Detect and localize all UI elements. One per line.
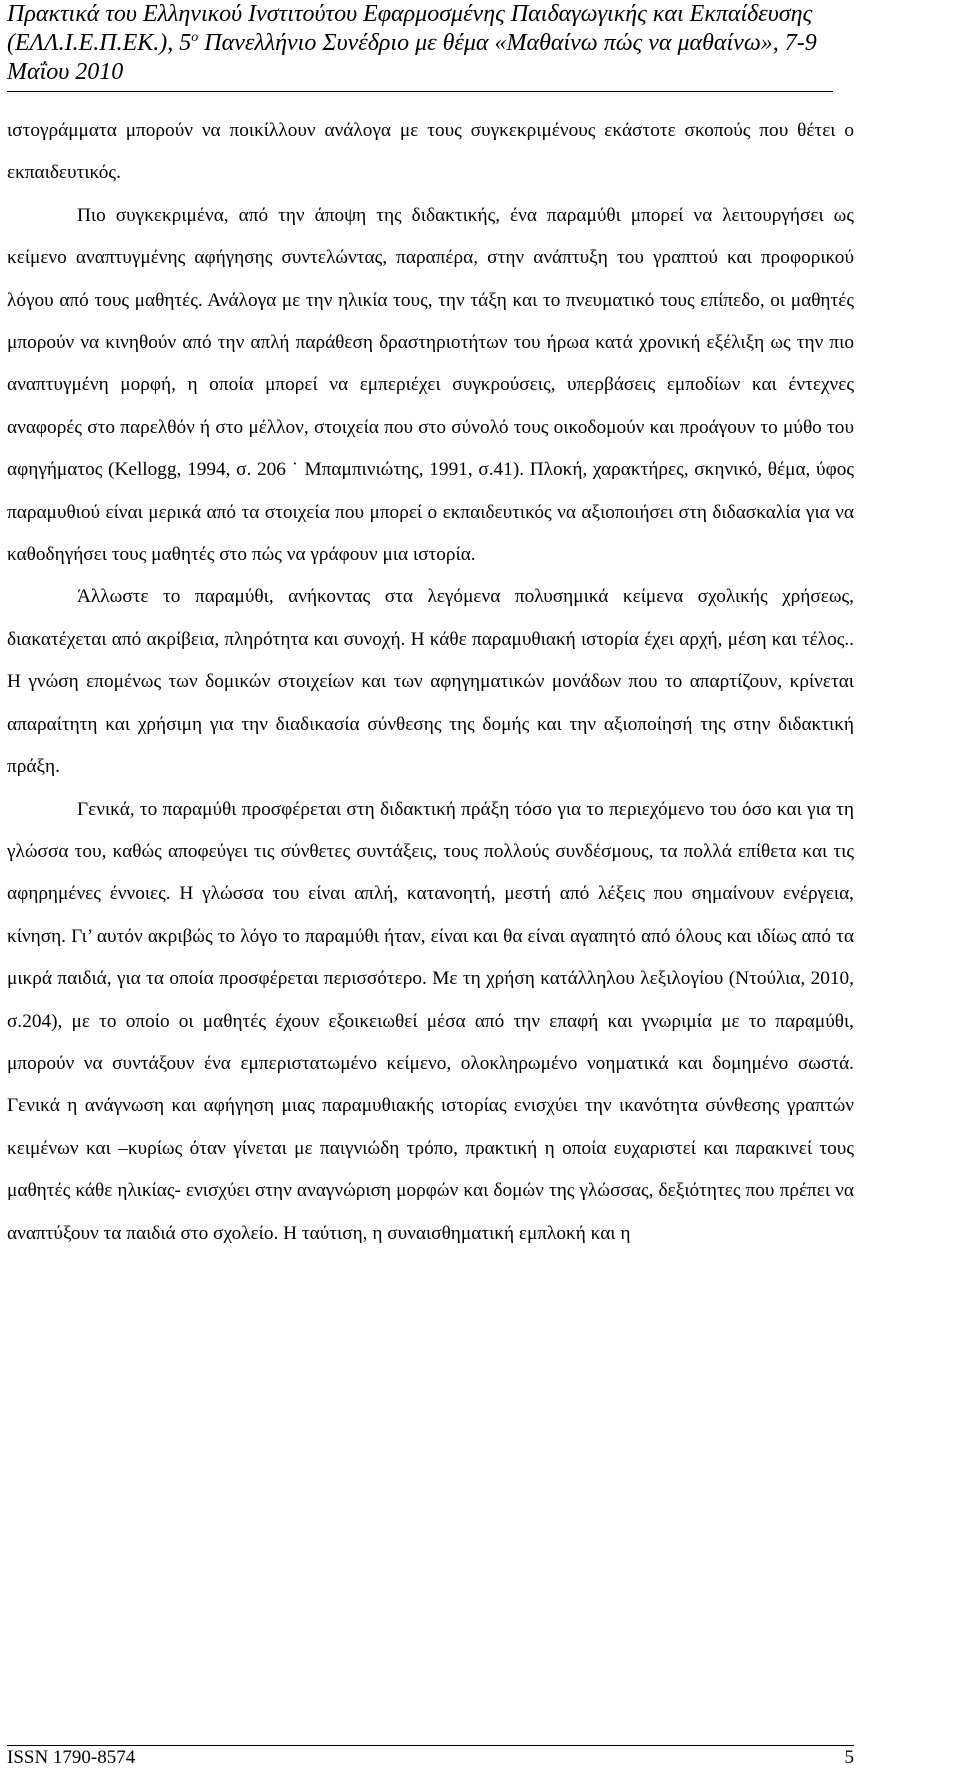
footer-divider xyxy=(7,1745,854,1746)
paragraph-3: Άλλωστε το παραμύθι, ανήκοντας στα λεγόμενα πολυσημικά κείμενα σχολικής χρήσεως, διακατέχεται από ακρίβεια, πληρότητα και συνοχή. Η κάθε παραμυθιακή ιστορία έχει αρχή, μέση και τέλος.. Η γνώση επομένως των δομικών στοιχείων και των αφηγηματικών μονάδων που το απαρτίζουν, κρίνεται απαραίτητη και χρήσιμη για την διαδικασία σύνθεσης της δομής και την αξιοποίησή της στην διδακτική πράξη. xyxy=(7,586,854,778)
header-line-2-start: (ΕΛΛ.Ι.Ε.Π.ΕΚ.), 5 xyxy=(7,30,192,56)
issn-number: ISSN 1790-8574 xyxy=(7,1747,136,1768)
running-header xyxy=(7,0,837,87)
paragraph-1: ιστογράμματα μπορούν να ποικίλλουν ανάλογα με τους συγκεκριμένους εκάστοτε σκοπούς που θέτει ο εκπαιδευτικός. xyxy=(7,120,854,184)
header-line-2-end: Πανελλήνιο Συνέδριο με θέμα «Μαθαίνω πώς να μαθαίνω», 7-9 xyxy=(198,30,817,56)
header-line-3: Μαΐου 2010 xyxy=(7,59,124,85)
header-line-2 xyxy=(7,29,837,58)
header-line-1: Πρακτικά του Ελληνικού Ινστιτούτου Εφαρμοσμένης Παιδαγωγικής και Εκπαίδευσης xyxy=(7,1,813,27)
page-footer xyxy=(7,1747,854,1769)
header-divider xyxy=(7,91,833,92)
header-ordinal-superscript: ο xyxy=(191,30,199,45)
paragraph-2: Πιο συγκεκριμένα, από την άποψη της διδακτικής, ένα παραμύθι μπορεί να λειτουργήσει ως κείμενο αναπτυγμένης αφήγησης συντελώντας, παραπέρα, στην ανάπτυξη του γραπτού και προφορικού λόγου από τους μαθητές. Ανάλογα με την ηλικία τους, την τάξη και το πνευματικό τους επίπεδο, οι μαθητές μπορούν να κινηθούν από την απλή παράθεση δραστηριοτήτων του ήρωα κατά χρονική εξέλιξη ως την πιο αναπτυγμένη μορφή, η οποία μπορεί να εμπεριέχει συγκρούσεις, υπερβάσεις εμποδίων και έντεχνες αναφορές στο παρελθόν ή στο μέλλον, στοιχεία που στο σύνολό τους οικοδομούν και προάγουν το μύθο του αφηγήματος (Kellogg, 1994, σ. 206 ˙ Μπαμπινιώτης, 1991, σ.41). Πλοκή, χαρακτήρες, σκηνικό, θέμα, ύφος παραμυθιού είναι μερικά από τα στοιχεία που μπορεί ο εκπαιδευτικός να αξιοποιήσει στη διδασκαλία για να καθοδηγήσει τους μαθητές στο πώς να γράφουν μια ιστορία. xyxy=(7,204,854,566)
body-text xyxy=(7,110,854,1255)
paragraph-4: Γενικά, το παραμύθι προσφέρεται στη διδακτική πράξη τόσο για το περιεχόμενο του όσο και για τη γλώσσα του, καθώς αποφεύγει τις σύνθετες συντάξεις, τους πολλούς συνδέσμους, τα πολλά επίθετα και τις αφηρημένες έννοιες. Η γλώσσα του είναι απλή, κατανοητή, μεστή από λέξεις που σημαίνουν ενέργεια, κίνηση. Γι’ αυτόν ακριβώς το λόγο το παραμύθι ήταν, είναι και θα είναι αγαπητό από όλους και ιδίως από τα μικρά παιδιά, για τα οποία προσφέρεται περισσότερο. Με τη χρήση κατάλληλου λεξιλογίου (Ντούλια, 2010, σ.204), με το οποίο οι μαθητές έχουν εξοικειωθεί μέσα από την επαφή και γνωριμία με το παραμύθι, μπορούν να συντάξουν ένα εμπεριστατωμένο κείμενο, ολοκληρωμένο νοηματικά και δομημένο σωστά. Γενικά η ανάγνωση και αφήγηση μιας παραμυθιακής ιστορίας ενισχύει την ικανότητα σύνθεσης γραπτών κειμένων και –κυρίως όταν γίνεται με παιγνιώδη τρόπο, πρακτική η οποία ευχαριστεί και παρακινεί τους μαθητές κάθε ηλικίας- ενισχύει στην αναγνώριση μορφών και δομών της γλώσσας, δεξιότητες που πρέπει να αναπτύξουν τα παιδιά στο σχολείο. Η ταύτιση, η συναισθηματική εμπλοκή και η xyxy=(7,798,854,1244)
page-number: 5 xyxy=(844,1747,854,1768)
